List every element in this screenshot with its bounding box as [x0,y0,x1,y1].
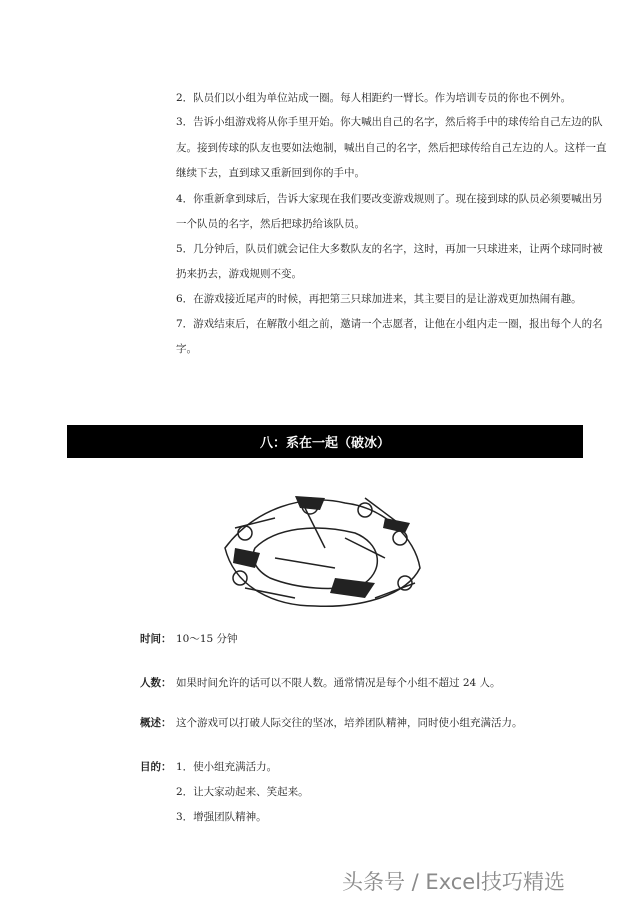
group-illustration [215,488,432,612]
people-value: 如果时间允许的话可以不限人数。通常情况是每个小组不超过 24 人。 [176,677,501,689]
step-line: 友。接到传球的队友也要如法炮制，喊出自己的名字，然后把球传给自己左边的人。这样一直 [176,142,607,154]
people-label: 人数： [140,677,172,689]
goal-item: 1．使小组充满活力。 [176,761,278,773]
summary-value: 这个游戏可以打破人际交往的坚冰，培养团队精神，同时使小组充满活力。 [176,717,523,729]
step-line: 一个队员的名字，然后把球扔给该队员。 [176,218,365,230]
step-line: 继续下去，直到球又重新回到你的手中。 [176,167,365,179]
step-line: 2．队员们以小组为单位站成一圈。每人相距约一臂长。作为培训专员的你也不例外。 [176,92,572,104]
goal-item: 2．让大家动起来、笑起来。 [176,786,309,798]
step-line: 7．游戏结束后，在解散小组之前，邀请一个志愿者，让他在小组内走一圈，报出每个人的名 [176,318,603,330]
goal-label: 目的： [140,761,172,773]
step-line: 6．在游戏接近尾声的时候，再把第三只球加进来，其主要目的是让游戏更加热闹有趣。 [176,293,582,305]
time-label: 时间： [140,633,172,645]
step-line: 4．你重新拿到球后，告诉大家现在我们要改变游戏规则了。现在接到球的队员必须要喊出另 [176,193,603,205]
step-line: 字。 [176,343,197,355]
time-value: 10～15 分钟 [176,633,238,645]
section-title-bar [67,425,583,458]
watermark: 头条号 / Excel技巧精选 [342,870,566,894]
step-line: 3．告诉小组游戏将从你手里开始。你大喊出自己的名字，然后将手中的球传给自己左边的队 [176,116,603,128]
summary-label: 概述： [140,717,172,729]
section-title: 八：系在一起（破冰） [259,436,390,451]
step-line: 扔来扔去，游戏规则不变。 [176,268,302,280]
goal-item: 3．增强团队精神。 [176,811,267,823]
step-line: 5．几分钟后，队员们就会记住大多数队友的名字，这时，再加一只球进来，让两个球同时被 [176,243,603,255]
